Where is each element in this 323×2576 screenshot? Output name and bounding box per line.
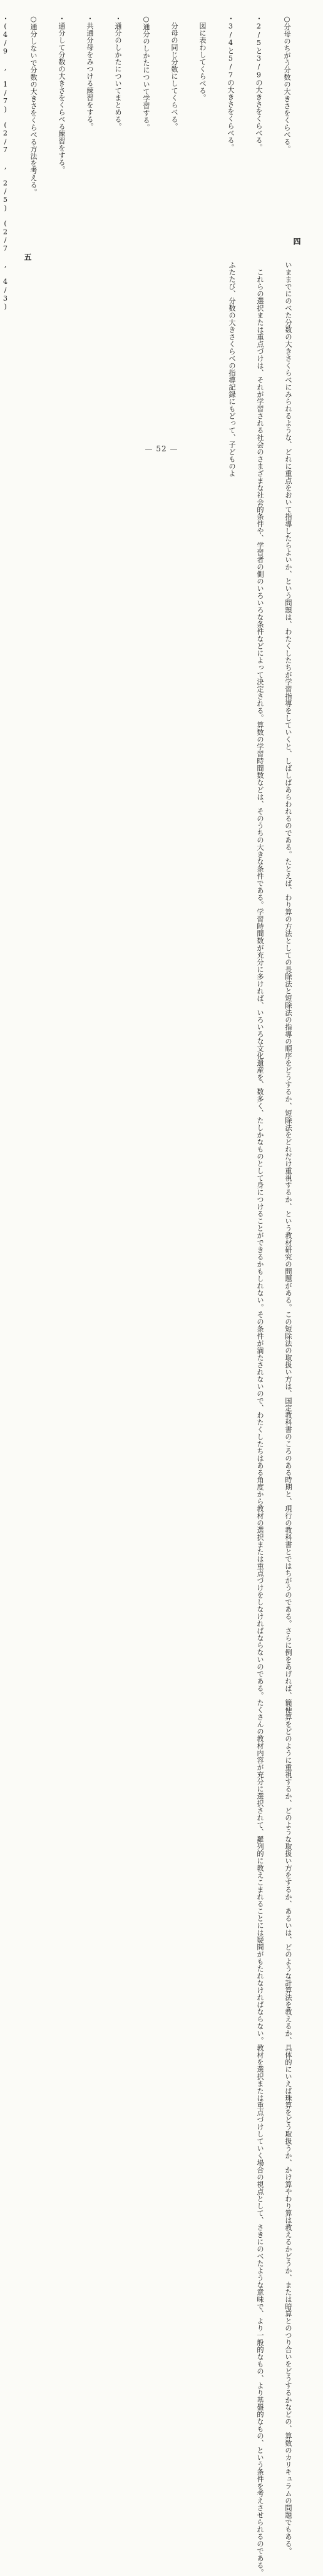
paragraph: いままでにのべた分数の大きさくらべにみられるような、どれに重点をおいて指導したらよいか、という問題は、わたくしたちが学習指導をしていくと、しばしばあらわれるのである。たとえば、わり算の方法としての長除法と短除法の指導の順序をどうするか、短除法をどれだけ重視するか、という教材研究の問題がある。この短除法の取扱い方は、国定教科書のころのある時期と、現行の教科書とではちがうのである。さらに例をあげれば、簡便算をどのように重視するか、どのような取扱い方をするか、あるいは、どのような計算法を教えるか、具体的にいえば珠算をどう取扱うか、かけ算やわり算は教えるかどうか、または暗算とのつり合いをどうするかなどの、算数のカリキュラムの問題でもある。: [284, 261, 292, 2555]
section-five-line: ふたたび、分数の大きさくらべの指導記録にもどって、子どものよ: [228, 261, 236, 477]
text-line: ・通分のしかたについてまとめる。: [114, 15, 122, 130]
text-line: 図に表わしてくらべる。: [198, 15, 207, 101]
text-line: ・通分して分数の大きさをくらべる練習をする。: [58, 15, 66, 173]
text-line: ・2/5と3/9の大きさをくらべる。: [255, 15, 263, 151]
section-four-heading: 四: [292, 238, 301, 246]
text-line: ○通分のしかたについて学習する。: [142, 15, 150, 131]
section-five-heading: 五: [23, 253, 32, 262]
text-line: ○通分しないで分数の大きさをくらべる方法を考える。: [29, 15, 38, 196]
text-line: ・(4/9 , 1/7) (2/7 , 2/5) (2/7 , 4/3): [1, 15, 9, 311]
paragraph: これらの選択または重点づけは、それが学習される社会のさまざまな社会的条件や、学習者の側のいろいろな条件などによって決定される。算数の学習時間数などは、そのうちの大きな条件である。学習時間数が充分に多ければ、いろいろな文化遺産を、数多く、たしかなものとして身につけることができるかもしれない。その条件が満たされないので、わたくしたちはある角度から教材の選択または重点づけをしなければならないのである。たくさんの教材内容が充分に選択されて、羅列的に教えこまれることには疑問がもたれなければならない。教材を選択または重点づけしていく場合の視点として、さきにのべたような意味で、より一般的なもの、より基盤的なもの、という条件を考えさせられるのである。: [256, 261, 264, 2576]
page-number: — 52 —: [145, 444, 178, 453]
upper-text-block: [1, 15, 310, 311]
text-line: ・共通分母をみつける練習をする。: [86, 15, 94, 130]
text-line: 分母の同じ分数にしてくらべる。: [170, 15, 178, 130]
text-line: ・3/4と5/7の大きさをくらべる。: [227, 15, 235, 151]
text-line: ○分母のちがう分数の大きさをくらべる。: [283, 15, 291, 153]
